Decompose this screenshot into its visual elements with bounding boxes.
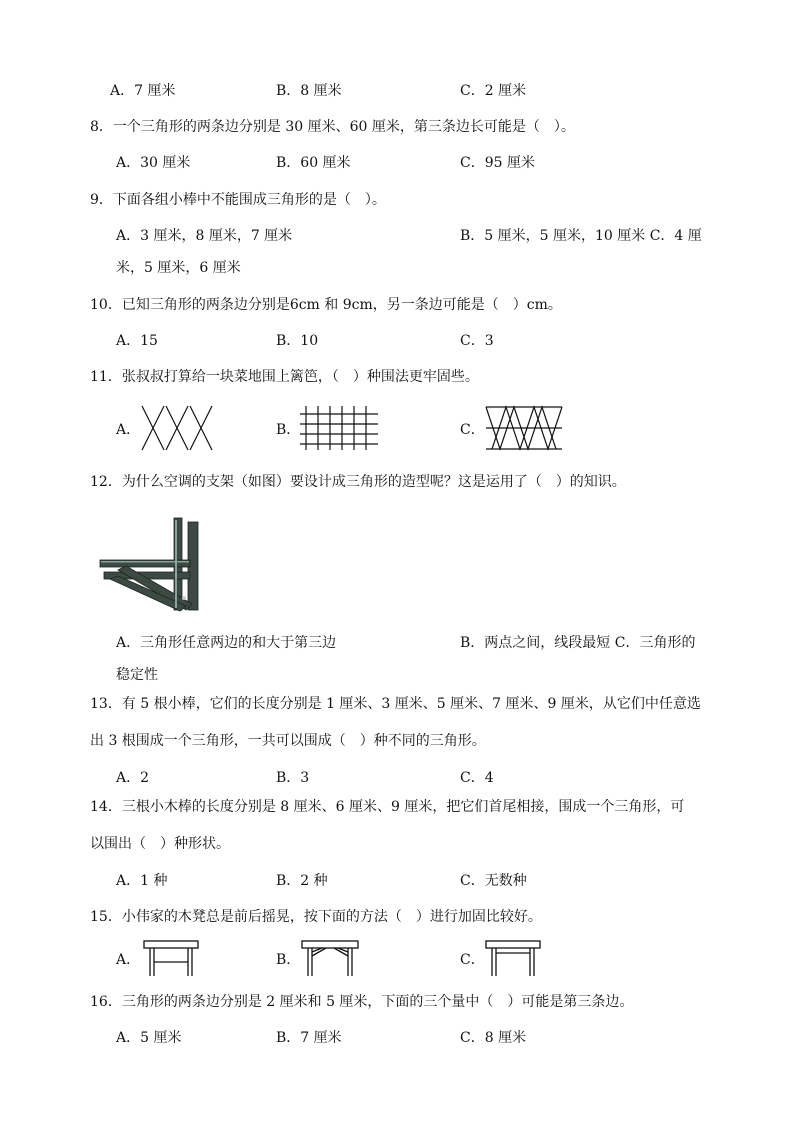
option-continuation: 米，5 厘米，6 厘米 <box>116 260 241 276</box>
option-b: B． <box>276 422 301 438</box>
question-12-stem: 12．为什么空调的支架（如图）要设计成三角形的造型呢？这是运用了（ ）的知识。 <box>90 474 626 490</box>
option-c: C．95 厘米 <box>460 155 535 171</box>
option-a: A． <box>116 952 141 968</box>
question-15-stem: 15．小伟家的木凳总是前后摇晃，按下面的方法（ ）进行加固比较好。 <box>90 909 542 925</box>
fence-figure-a <box>140 404 214 452</box>
ac-bracket-image <box>98 516 210 614</box>
question-11-stem: 11．张叔叔打算给一块菜地围上篱笆，（ ）种围法更牢固些。 <box>90 369 479 385</box>
stool-figure-a <box>142 938 200 978</box>
question-13-stem-line2: 出 3 根围成一个三角形，一共可以围成（ ）种不同的三角形。 <box>90 733 486 749</box>
option-a: A．15 <box>116 333 158 349</box>
question-14-stem-line2: 以围出（ ）种形状。 <box>90 836 230 852</box>
option-a: A．5 厘米 <box>116 1030 182 1046</box>
option-a: A．2 <box>116 770 150 786</box>
option-c: C．2 厘米 <box>460 83 527 99</box>
option-c: C．4 <box>460 770 494 786</box>
option-a: A．1 种 <box>116 873 168 889</box>
option-c: C． <box>460 952 485 968</box>
option-a: A． <box>116 422 141 438</box>
option-b: B．3 <box>276 770 310 786</box>
option-b: B．8 厘米 <box>276 83 342 99</box>
question-10-stem: 10．已知三角形的两条边分别是6cm 和 9cm，另一条边可能是（ ）cm。 <box>90 297 562 313</box>
option-c: C．8 厘米 <box>460 1030 527 1046</box>
option-a: A．30 厘米 <box>116 155 191 171</box>
stool-figure-b <box>300 938 360 978</box>
option-b-c: B．5 厘米，5 厘米，10 厘米 C．4 厘 <box>460 228 702 244</box>
option-a: A．3 厘米，8 厘米，7 厘米 <box>116 228 293 244</box>
option-continuation: 稳定性 <box>116 667 158 683</box>
option-c: C．无数种 <box>460 873 527 889</box>
option-c: C．3 <box>460 333 494 349</box>
stool-figure-c <box>484 938 542 978</box>
option-a: A．三角形任意两边的和大于第三边 <box>116 635 337 651</box>
option-a: A．7 厘米 <box>110 83 176 99</box>
question-8-stem: 8．一个三角形的两条边分别是 30 厘米、60 厘米，第三条边长可能是（ ）。 <box>90 119 575 135</box>
question-14-stem-line1: 14．三根小木棒的长度分别是 8 厘米、6 厘米、9 厘米，把它们首尾相接，围成一个三角形，可 <box>90 799 685 815</box>
option-b: B．2 种 <box>276 873 328 889</box>
question-9-stem: 9．下面各组小棒中不能围成三角形的是（ ）。 <box>90 192 386 208</box>
option-b: B． <box>276 952 301 968</box>
option-b: B．10 <box>276 333 319 349</box>
fence-figure-c <box>484 404 564 452</box>
fence-figure-b <box>298 404 380 452</box>
option-b: B．60 厘米 <box>276 155 351 171</box>
option-b-c: B．两点之间，线段最短 C．三角形的 <box>460 635 696 651</box>
question-16-stem: 16．三角形的两条边分别是 2 厘米和 5 厘米，下面的三个量中（ ）可能是第三条边。 <box>90 994 634 1010</box>
option-b: B．7 厘米 <box>276 1030 342 1046</box>
option-c: C． <box>460 422 485 438</box>
question-13-stem-line1: 13．有 5 根小棒，它们的长度分别是 1 厘米、3 厘米、5 厘米、7 厘米、9 厘米，从它们中任意选 <box>90 696 701 712</box>
